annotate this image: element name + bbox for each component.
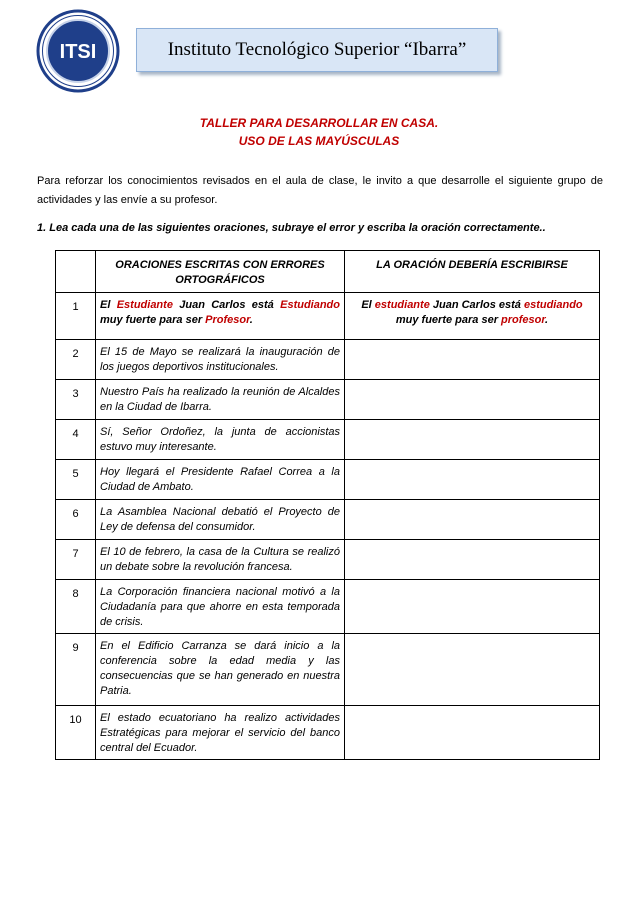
row-number: 2 (56, 340, 96, 380)
table-row (56, 540, 600, 580)
table-row (56, 420, 600, 460)
answer-cell[interactable] (345, 634, 600, 706)
table-row (56, 500, 600, 540)
institution-logo (36, 9, 120, 93)
table-row-example (56, 293, 600, 340)
answer-cell[interactable] (345, 420, 600, 460)
table-row (56, 706, 600, 760)
row-number: 9 (56, 634, 96, 706)
answer-cell[interactable] (345, 540, 600, 580)
error-word: Estudiante (116, 299, 173, 311)
table-row (56, 634, 600, 706)
row-number: 6 (56, 500, 96, 540)
row-number: 4 (56, 420, 96, 460)
row-number: 5 (56, 460, 96, 500)
error-word: Profesor (205, 314, 250, 326)
instruction-text: 1. Lea cada una de las siguientes oraciones, subraye el error y escriba la oración correctamente.. (37, 222, 546, 234)
error-sentence: Sí, Señor Ordoñez, la junta de accionistas estuvo muy interesante. (96, 420, 345, 460)
error-sentence: Hoy llegará el Presidente Rafael Correa a la Ciudad de Ambato. (96, 460, 345, 500)
table-row (56, 380, 600, 420)
answer-cell[interactable] (345, 340, 600, 380)
table-row (56, 340, 600, 380)
table-row (56, 580, 600, 634)
answer-cell[interactable] (345, 380, 600, 420)
corrected-word: profesor (501, 314, 546, 326)
table-header-row (56, 251, 600, 293)
header-cell-errors: ORACIONES ESCRITAS CON ERRORES ORTOGRÁFICOS (96, 251, 345, 293)
exercise-table (55, 250, 600, 760)
header-cell-correct: LA ORACIÓN DEBERÍA ESCRIBIRSE (345, 251, 600, 293)
corrected-word: estudiando (523, 299, 583, 311)
document-title: TALLER PARA DESARROLLAR EN CASA. (199, 116, 439, 130)
error-sentence: La Corporación financiera nacional motivó a la Ciudadanía para que ahorre en esta temporada de crisis. (96, 580, 345, 634)
answer-cell[interactable] (345, 460, 600, 500)
error-sentence: El estado ecuatoriano ha realizo actividades Estratégicas para mejorar el servicio del banco central del Ecuador. (96, 706, 345, 760)
error-word: Estudiando (280, 299, 340, 311)
intro-paragraph: Para reforzar los conocimientos revisados en el aula de clase, le invito a que desarrolle el siguiente grupo de actividades y las envíe a su profesor. (37, 175, 603, 206)
answer-cell[interactable] (345, 706, 600, 760)
institution-banner (136, 28, 498, 72)
answer-cell[interactable] (345, 500, 600, 540)
example-answer: El estudiante Juan Carlos está estudiando muy fuerte para ser profesor. (345, 293, 600, 340)
header-cell-number (56, 251, 96, 293)
row-number: 7 (56, 540, 96, 580)
logo-text: ITSI (59, 41, 97, 63)
error-sentence: El 15 de Mayo se realizará la inauguración de los juegos deportivos institucionales. (96, 340, 345, 380)
document-subtitle: USO DE LAS MAYÚSCULAS (238, 134, 400, 148)
error-sentence: La Asamblea Nacional debatió el Proyecto de Ley de defensa del consumidor. (96, 500, 345, 540)
row-number: 3 (56, 380, 96, 420)
row-number: 8 (56, 580, 96, 634)
error-sentence: El 10 de febrero, la casa de la Cultura se realizó un debate sobre la revolución francesa. (96, 540, 345, 580)
table-row (56, 460, 600, 500)
example-sentence: El Estudiante Juan Carlos está Estudiando muy fuerte para ser Profesor. (96, 293, 345, 340)
row-number: 1 (56, 293, 96, 340)
error-sentence: En el Edificio Carranza se dará inicio a la conferencia sobre la edad media y las consecuencias que se han generado en nuestra Patria. (96, 634, 345, 706)
corrected-word: estudiante (374, 299, 430, 311)
row-number: 10 (56, 706, 96, 760)
answer-cell[interactable] (345, 580, 600, 634)
institution-name: Instituto Tecnológico Superior “Ibarra” (167, 39, 467, 60)
error-sentence: Nuestro País ha realizado la reunión de Alcaldes en la Ciudad de Ibarra. (96, 380, 345, 420)
